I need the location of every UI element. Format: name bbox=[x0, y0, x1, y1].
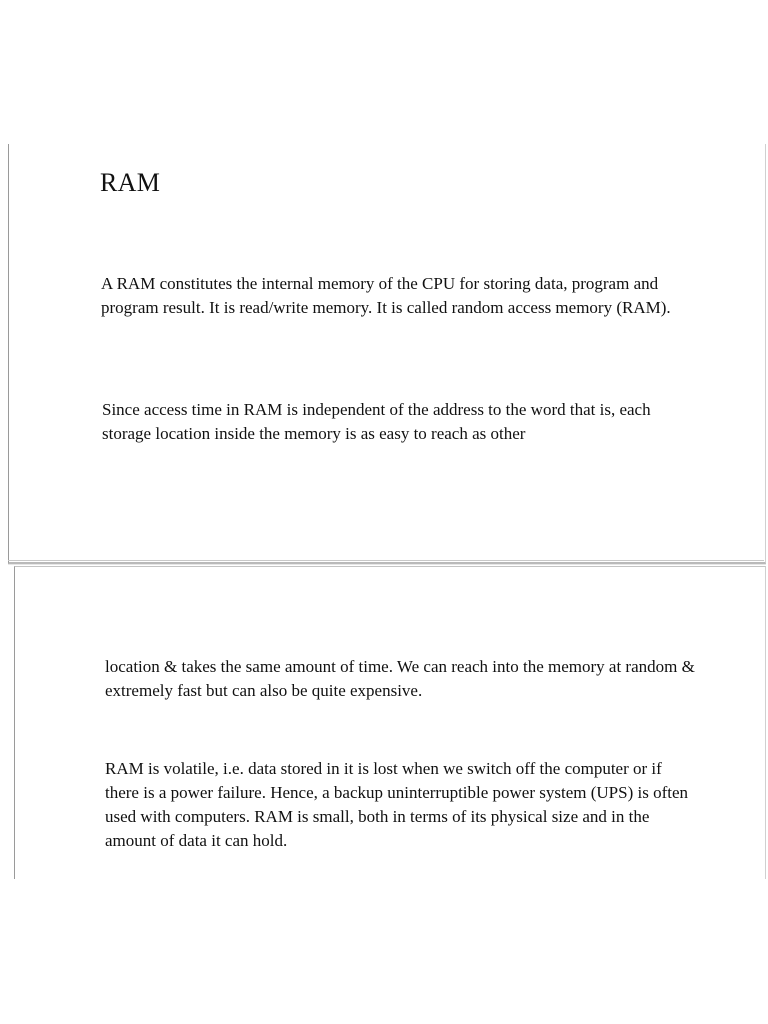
paragraph-ram-definition: A RAM constitutes the internal memory of the CPU for storing data, program and program result. It is read/write memory. It is called random access memory (RAM). bbox=[101, 274, 671, 317]
paragraph-access-time-continued: location & takes the same amount of time. We can reach into the memory at random & extremely fast but can also be quite expensive. bbox=[105, 657, 695, 700]
page-divider bbox=[8, 560, 764, 561]
document-page-1 bbox=[8, 144, 766, 564]
paragraph-ram-volatile: RAM is volatile, i.e. data stored in it is lost when we switch off the computer or if there is a power failure. Hence, a backup uninterruptible power system (UPS) is often used with computers. RAM is small, both in terms of its physical size and in the amount of data it can hold. bbox=[105, 759, 689, 850]
document-page-2 bbox=[14, 566, 766, 879]
paragraph-access-time: Since access time in RAM is independent of the address to the word that is, each storage location inside the memory is as easy to reach as other bbox=[102, 400, 651, 443]
section-heading: RAM bbox=[100, 168, 161, 197]
